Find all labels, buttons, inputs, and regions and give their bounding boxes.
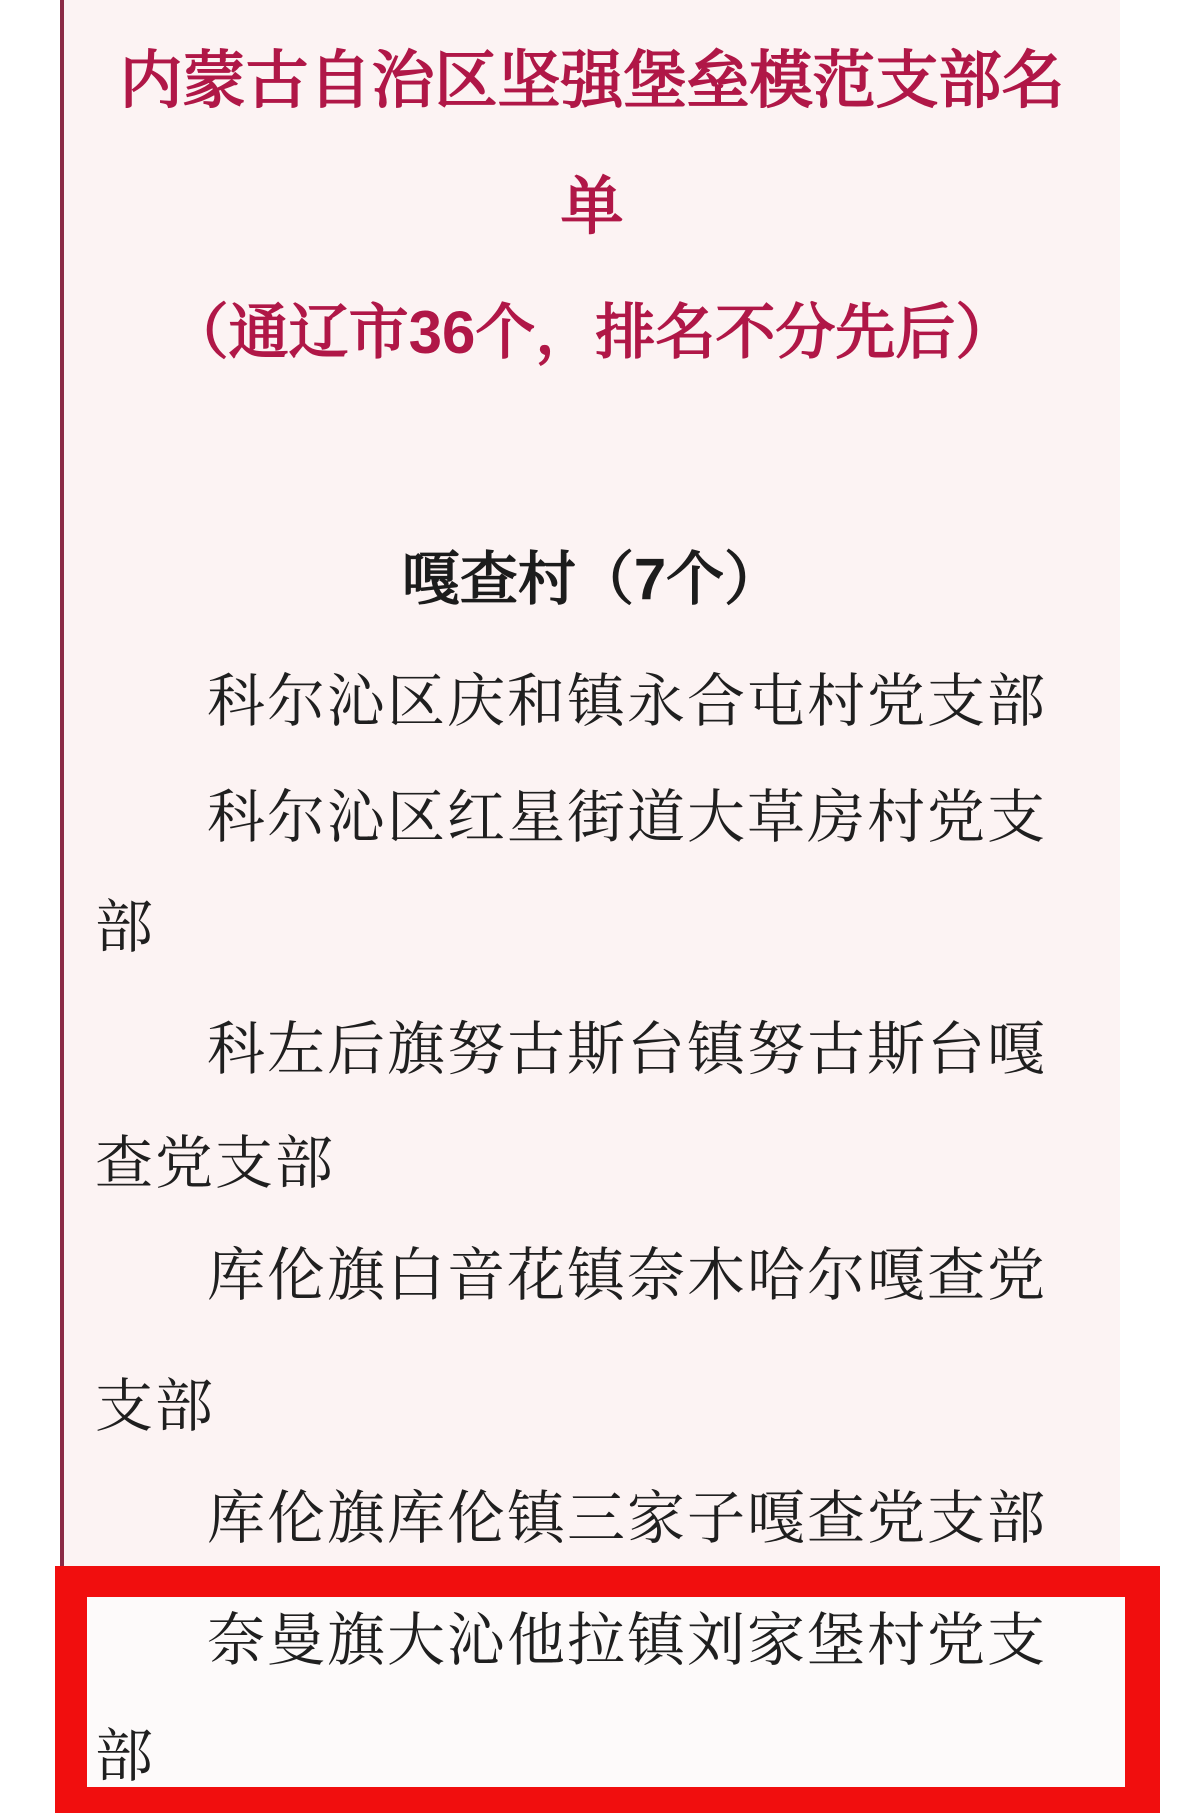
- section-header: 嘎查村（7个）: [401, 547, 783, 612]
- content-panel: [64, 0, 1120, 1813]
- branch-line: 科尔沁区庆和镇永合屯村党支部: [207, 669, 1048, 734]
- branch-line: 查党支部: [95, 1131, 336, 1196]
- highlight-annotation-box: [55, 1566, 1160, 1813]
- branch-line: 库伦旗库伦镇三家子嘎查党支部: [207, 1486, 1048, 1551]
- branch-line: 科左后旗努古斯台镇努古斯台嘎: [207, 1017, 1048, 1082]
- highlighted-branch-line: 部: [95, 1724, 156, 1789]
- branch-line: 科尔沁区红星街道大草房村党支: [207, 785, 1048, 850]
- branch-line: 部: [95, 895, 156, 960]
- branch-line: 支部: [95, 1374, 216, 1439]
- highlighted-branch-line: 奈曼旗大沁他拉镇刘家堡村党支: [207, 1608, 1048, 1673]
- branch-line: 库伦旗白音花镇奈木哈尔嘎查党: [207, 1243, 1048, 1308]
- doc-title-line-1: 内蒙古自治区坚强堡垒模范支部名: [119, 46, 1065, 116]
- doc-subtitle: （通辽市36个，排名不分先后）: [168, 299, 1016, 366]
- branch-list: [64, 0, 1120, 1813]
- left-border-rule: [60, 0, 64, 1566]
- highlighted-branch: [55, 1566, 1160, 1813]
- doc-title-line-2: 单: [560, 172, 624, 242]
